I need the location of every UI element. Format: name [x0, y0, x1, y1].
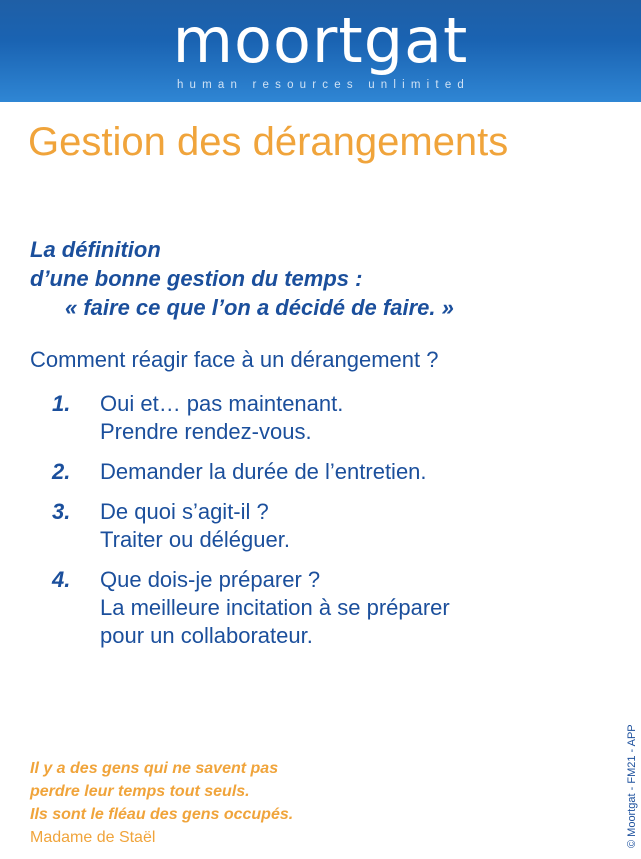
step-line: pour un collaborateur.: [100, 623, 313, 648]
step-text: [100, 458, 427, 486]
citation: [30, 757, 293, 826]
step-line: Que dois-je préparer ?: [100, 567, 321, 592]
step-line: Demander la durée de l’entretien.: [100, 459, 427, 484]
citation-line: perdre leur temps tout seuls.: [30, 783, 250, 800]
definition-quote: « faire ce que l’on a décidé de faire. »: [65, 295, 454, 320]
citation-line: Ils sont le fléau des gens occupés.: [30, 806, 294, 823]
step-item: [52, 498, 450, 554]
citation-author: Madame de Staël: [30, 829, 156, 846]
question-heading: Comment réagir face à un dérangement ?: [30, 347, 439, 372]
step-line: De quoi s’agit-il ?: [100, 499, 269, 524]
step-line: Oui et… pas maintenant.: [100, 391, 344, 416]
steps-list: [52, 390, 450, 662]
step-line: La meilleure incitation à se préparer: [100, 595, 450, 620]
step-number: 2.: [52, 459, 71, 484]
step-number: 4.: [52, 567, 71, 592]
step-number: 3.: [52, 499, 71, 524]
step-text: [100, 498, 290, 554]
step-text: [100, 390, 343, 446]
step-line: Prendre rendez-vous.: [100, 419, 312, 444]
step-item: [52, 566, 450, 650]
page-title: Gestion des dérangements: [28, 120, 509, 164]
step-number: 1.: [52, 391, 71, 416]
step-item: [52, 458, 450, 486]
step-line: Traiter ou déléguer.: [100, 527, 290, 552]
citation-line: Il y a des gens qui ne savent pas: [30, 760, 279, 777]
step-item: [52, 390, 450, 446]
logo-tagline: human resources unlimited: [176, 79, 471, 91]
copyright-notice: © Moortgat - FM21 - APP: [626, 724, 638, 848]
definition-line: d’une bonne gestion du temps :: [30, 266, 363, 291]
step-text: [100, 566, 450, 650]
moortgat-logo: moortgat: [172, 4, 469, 77]
definition-block: [30, 235, 454, 322]
definition-line: La définition: [30, 237, 161, 262]
header-banner: [0, 0, 641, 102]
